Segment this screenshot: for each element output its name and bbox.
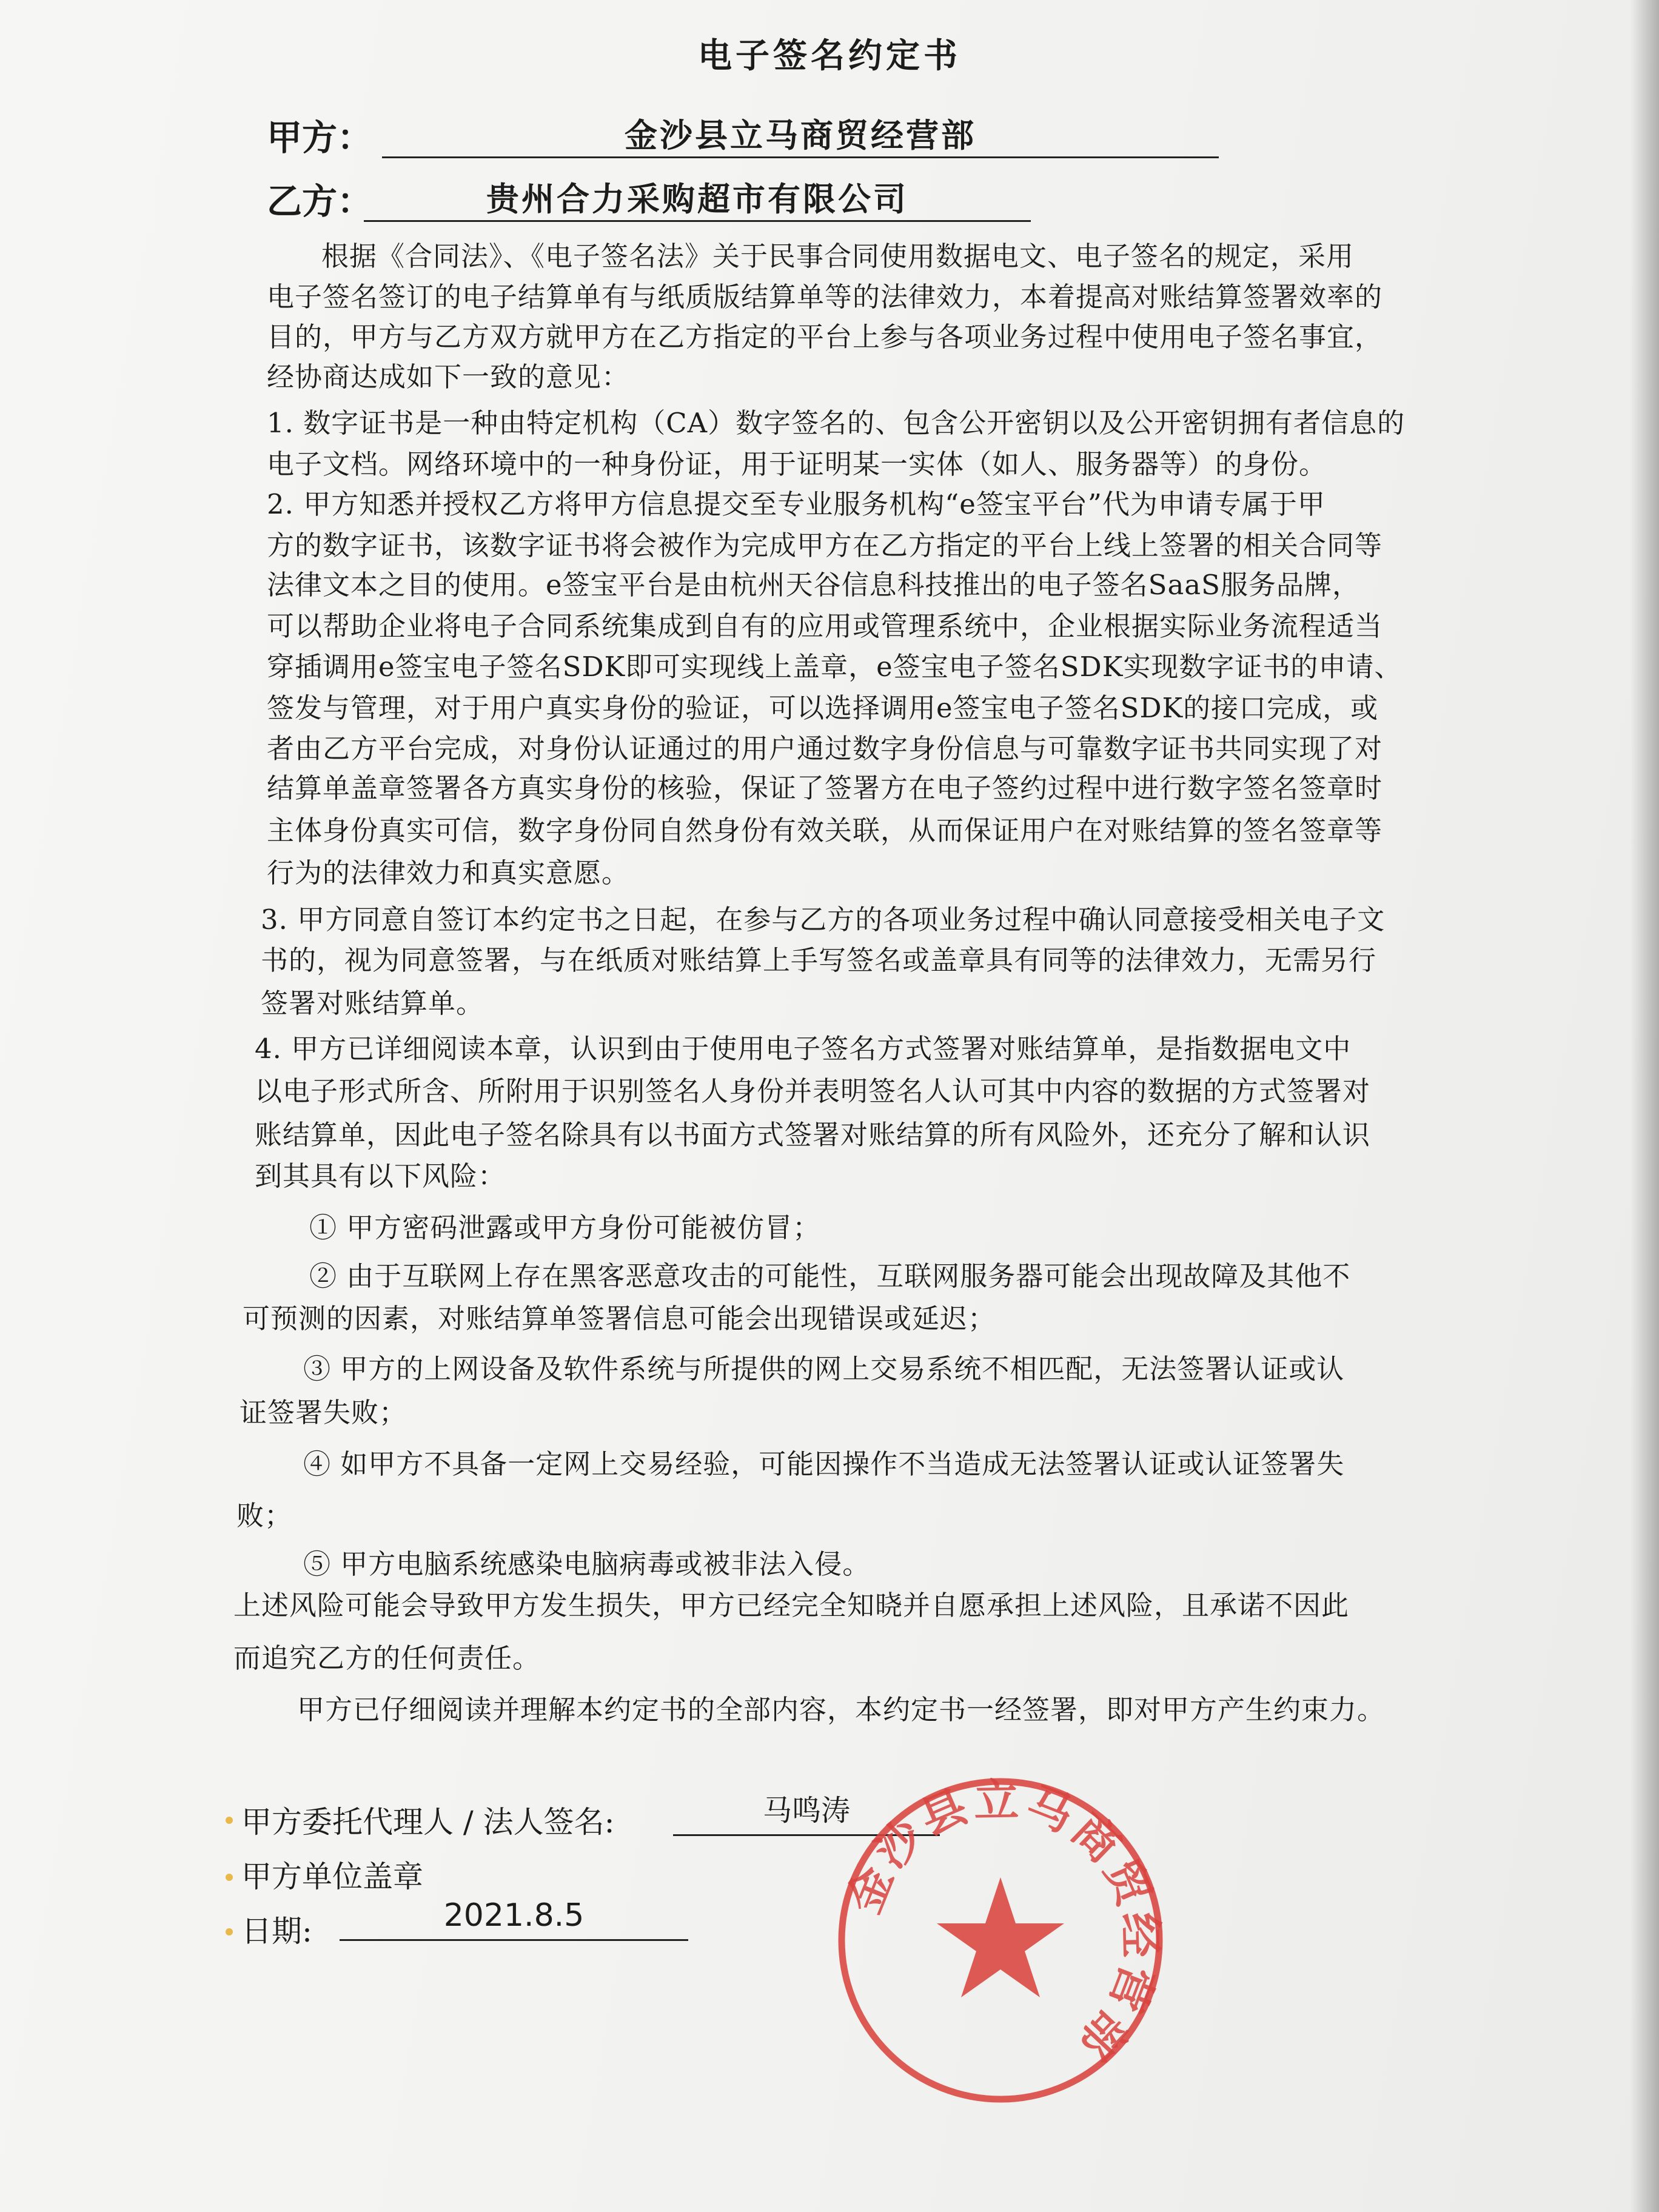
page-edge-shadow bbox=[1630, 0, 1659, 2212]
seal-label: 甲方单位盖章 bbox=[241, 1859, 423, 1894]
risk-item: ① 甲方密码泄露或甲方身份可能被仿冒； bbox=[309, 1212, 821, 1244]
document-title: 电子签名约定书 bbox=[698, 36, 961, 76]
body-line: 2. 甲方知悉并授权乙方将甲方信息提交至专业服务机构“e签宝平台”代为申请专属于甲 bbox=[267, 488, 1326, 520]
body-line: 证签署失败； bbox=[240, 1396, 407, 1429]
agent-signature-label: 甲方委托代理人 / 法人签名: bbox=[241, 1805, 615, 1840]
risk-item: ③ 甲方的上网设备及软件系统与所提供的网上交易系统不相匹配，无法签署认证或认 bbox=[303, 1353, 1345, 1385]
agent-signature-name: 马鸣涛 bbox=[762, 1794, 850, 1828]
body-line: 结算单盖章签署各方真实身份的核验，保证了签署方在电子签约过程中进行数字签名签章时 bbox=[267, 772, 1383, 804]
body-line: 3. 甲方同意自签订本约定书之日起，在参与乙方的各项业务过程中确认同意接受相关电子文 bbox=[261, 903, 1386, 936]
body-line: 电子文档。网络环境中的一种身份证，用于证明某一实体（如人、服务器等）的身份。 bbox=[267, 448, 1327, 480]
body-line: 上述风险可能会导致甲方发生损失，甲方已经完全知晓并自愿承担上述风险，且承诺不因此 bbox=[233, 1589, 1350, 1621]
body-line: 行为的法律效力和真实意愿。 bbox=[267, 857, 630, 889]
risk-item: ② 由于互联网上存在黑客恶意攻击的可能性，互联网服务器可能会出现故障及其他不 bbox=[309, 1260, 1351, 1292]
party-a-name: 金沙县立马商贸经营部 bbox=[382, 114, 1219, 158]
body-line: 书的，视为同意签署，与在纸质对账结算上手写签名或盖章具有同等的法律效力，无需另行 bbox=[261, 944, 1377, 976]
body-line: 1. 数字证书是一种由特定机构（CA）数字签名的、包含公开密钥以及公开密钥拥有者信息的 bbox=[267, 407, 1406, 439]
risk-item: ④ 如甲方不具备一定网上交易经验，可能因操作不当造成无法签署认证或认证签署失 bbox=[303, 1448, 1345, 1480]
body-line: 签发与管理，对于用户真实身份的验证，可以选择调用e签宝电子签名SDK的接口完成，或 bbox=[267, 692, 1379, 724]
body-line: 签署对账结算单。 bbox=[261, 987, 484, 1019]
body-line: 可预测的因素，对账结算单签署信息可能会出现错误或延迟； bbox=[243, 1302, 996, 1335]
seal-text: 金沙县立马商贸经营部 bbox=[837, 1774, 1167, 2072]
body-line: 败； bbox=[236, 1500, 293, 1532]
body-line: 甲方已仔细阅读并理解本约定书的全部内容，本约定书一经签署，即对甲方产生约束力。 bbox=[297, 1694, 1386, 1726]
seal-star-icon bbox=[937, 1877, 1064, 1997]
party-b-label: 乙方： bbox=[267, 181, 373, 222]
body-line: 经协商达成如下一致的意见： bbox=[267, 361, 630, 393]
body-line: 主体身份真实可信，数字身份同自然身份有效关联，从而保证用户在对账结算的签名签章等 bbox=[267, 814, 1383, 846]
body-line: 根据《合同法》、《电子签名法》关于民事合同使用数据电文、电子签名的规定，采用 bbox=[321, 240, 1355, 272]
body-line: 电子签名签订的电子结算单有与纸质版结算单等的法律效力，本着提高对账结算签署效率的 bbox=[267, 281, 1383, 313]
date-value[interactable]: 2021.8.5 bbox=[340, 1892, 688, 1941]
bullet-marker bbox=[226, 1817, 233, 1824]
bullet-marker bbox=[226, 1928, 233, 1936]
body-line: 可以帮助企业将电子合同系统集成到自有的应用或管理系统中，企业根据实际业务流程适当 bbox=[267, 610, 1383, 642]
body-line: 而追究乙方的任何责任。 bbox=[233, 1642, 541, 1674]
company-seal bbox=[831, 1771, 1170, 2110]
body-line: 以电子形式所含、所附用于识别签名人身份并表明签名人认可其中内容的数据的方式签署对 bbox=[255, 1075, 1371, 1107]
body-line: 账结算单，因此电子签名除具有以书面方式签署对账结算的所有风险外，还充分了解和认识 bbox=[255, 1119, 1371, 1151]
body-line: 到其具有以下风险： bbox=[255, 1160, 506, 1192]
body-line: 方的数字证书，该数字证书将会被作为完成甲方在乙方指定的平台上线上签署的相关合同等 bbox=[267, 529, 1383, 561]
party-a-label: 甲方： bbox=[267, 117, 373, 158]
body-line: 者由乙方平台完成，对身份认证通过的用户通过数字身份信息与可靠数字证书共同实现了对 bbox=[267, 732, 1383, 765]
date-label: 日期: bbox=[241, 1914, 312, 1949]
body-line: 4. 甲方已详细阅读本章，认识到由于使用电子签名方式签署对账结算单，是指数据电文中 bbox=[255, 1033, 1352, 1065]
bullet-marker bbox=[226, 1874, 233, 1881]
party-b-name: 贵州合力采购超市有限公司 bbox=[364, 178, 1031, 222]
body-line: 穿插调用e签宝电子签名SDK即可实现线上盖章，e签宝电子签名SDK实现数字证书的申请、 bbox=[267, 651, 1403, 683]
body-line: 法律文本之目的使用。e签宝平台是由杭州天谷信息科技推出的电子签名SaaS服务品牌， bbox=[267, 569, 1360, 601]
body-line: 目的，甲方与乙方双方就甲方在乙方指定的平台上参与各项业务过程中使用电子签名事宜， bbox=[267, 321, 1383, 353]
risk-item: ⑤ 甲方电脑系统感染电脑病毒或被非法入侵。 bbox=[303, 1548, 871, 1580]
